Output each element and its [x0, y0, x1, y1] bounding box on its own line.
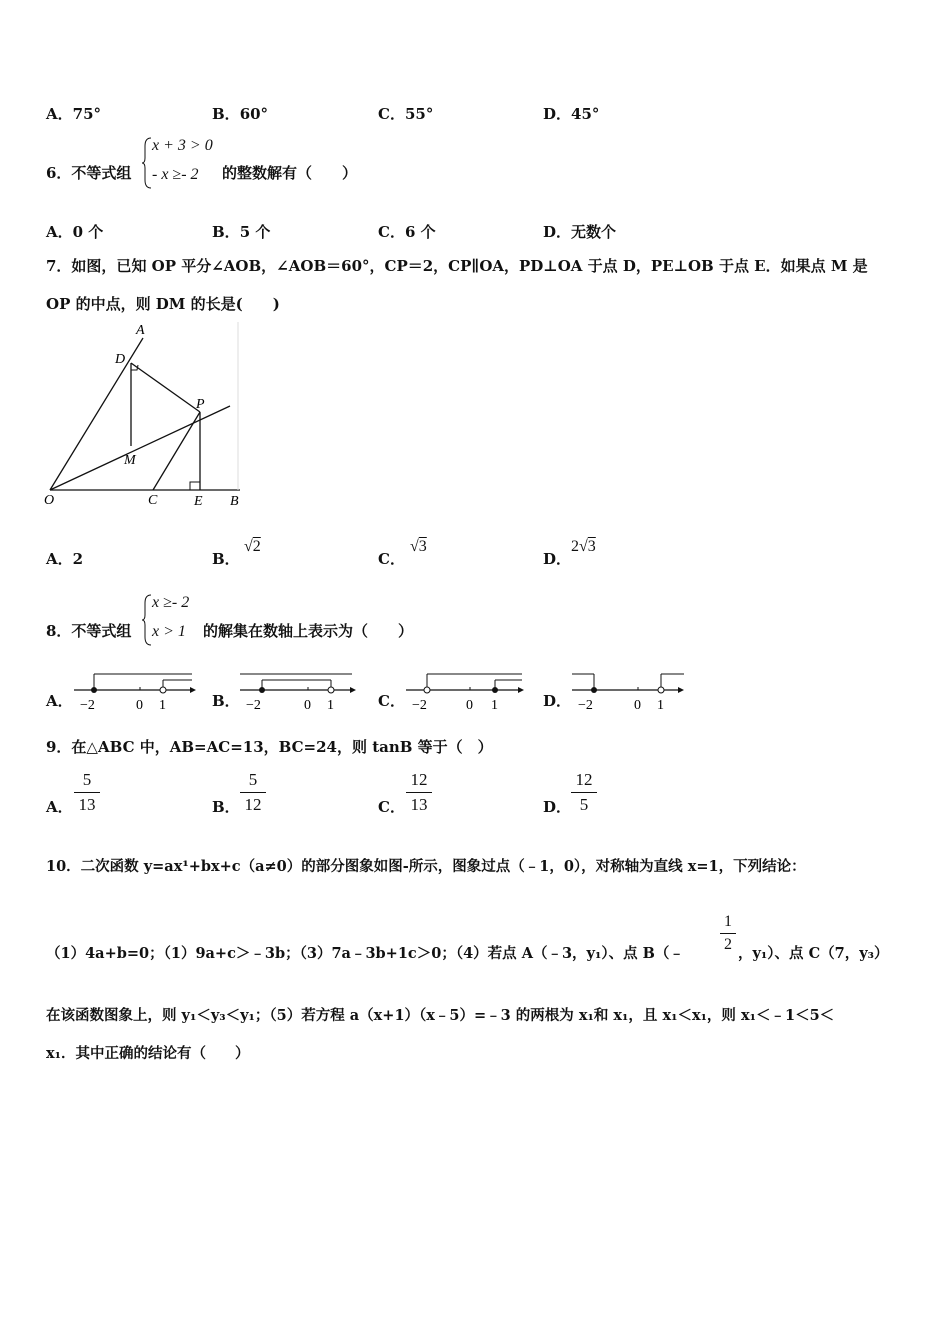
q5-option-c: C．55°	[378, 105, 434, 123]
q8-numberline-a	[70, 670, 200, 715]
svg-text:1: 1	[491, 698, 498, 713]
q6-option-c: C．6 个	[378, 223, 436, 241]
svg-text:0: 0	[304, 698, 311, 713]
q10-stem-line2-part2: ，y₁）、点 C（7，y₃）	[738, 945, 889, 962]
q8-system-line1: x ≥- 2	[152, 594, 190, 611]
q10-stem-line3: 在该函数图象上，则 y₁＜y₃＜y₁；（5）若方程 a（x+1）（x﹣5）=﹣3 的两根为 x₁和 x₁，且 x₁＜x₁，则 x₁＜﹣1＜5＜	[46, 1007, 835, 1024]
q7-option-c-value: √3	[410, 538, 427, 555]
q10-fraction: 1 2	[720, 913, 736, 954]
q9-option-b-label: B．	[212, 798, 240, 816]
q8-option-c-label: C．	[378, 692, 405, 710]
q10-stem-line4: x₁．其中正确的结论有（ ）	[46, 1045, 250, 1062]
svg-text:0: 0	[466, 698, 473, 713]
svg-text:0: 0	[634, 698, 641, 713]
q9-option-b-fraction: 5 12	[240, 770, 266, 815]
q6-option-a: A．0 个	[46, 223, 104, 241]
label-a: A	[136, 323, 145, 338]
q7-stem-line1: 7．如图，已知 OP 平分∠AOB，∠AOB＝60°，CP＝2，CP∥OA，PD⊥OA 于点 D，PE⊥OB 于点 E．如果点 M 是	[46, 257, 868, 275]
q8-option-b-label: B．	[212, 692, 240, 710]
q6-system-line2: - x ≥- 2	[152, 166, 199, 183]
svg-text:−2: −2	[578, 698, 593, 713]
label-c: C	[148, 493, 158, 508]
q7-geometry-figure	[40, 318, 250, 513]
q7-option-b-label: B．	[212, 550, 240, 568]
q9-option-c-label: C．	[378, 798, 405, 816]
q7-option-c-label: C．	[378, 550, 405, 568]
q6-stem-suffix: 的整数解有（ ）	[222, 164, 358, 182]
q8-numberline-b	[236, 670, 366, 715]
q7-option-b-value: √2	[244, 538, 261, 555]
q5-option-d: D．45°	[543, 105, 600, 123]
q8-numberline-c	[402, 670, 532, 715]
q7-option-a: A．2	[46, 550, 84, 568]
q9-option-a-label: A．	[46, 798, 73, 816]
line-op	[50, 406, 230, 490]
label-e: E	[194, 494, 203, 509]
svg-text:1: 1	[327, 698, 334, 713]
q9-option-d-fraction: 12 5	[571, 770, 597, 815]
right-angle-e	[190, 482, 200, 490]
label-o: O	[44, 493, 55, 508]
q6-system-line1: x + 3 > 0	[152, 137, 213, 154]
label-p: P	[196, 397, 205, 412]
q7-stem-line2: OP 的中点，则 DM 的长是( )	[46, 295, 280, 313]
q5-option-a: A．75°	[46, 105, 102, 123]
q9-option-c-fraction: 12 13	[406, 770, 432, 815]
line-dp	[131, 363, 200, 412]
label-m: M	[124, 453, 136, 468]
label-d: D	[115, 352, 126, 367]
q5-option-b: B．60°	[212, 105, 269, 123]
svg-text:−2: −2	[246, 698, 261, 713]
q7-option-d-value: 2√3	[571, 538, 596, 555]
q10-stem-line1: 10．二次函数 y=ax¹+bx+c（a≠0）的部分图象如图-所示，图象过点（﹣1，0），对称轴为直线 x=1，下列结论：	[46, 858, 806, 875]
q6-option-b: B．5 个	[212, 223, 271, 241]
q6-option-d: D．无数个	[543, 223, 617, 241]
q9-option-d-label: D．	[543, 798, 572, 816]
svg-text:1: 1	[657, 698, 664, 713]
q8-option-d-label: D．	[543, 692, 572, 710]
label-b: B	[230, 494, 239, 509]
q7-option-d-label: D．	[543, 550, 572, 568]
line-cp	[153, 412, 200, 490]
q9-option-a-fraction: 5 13	[74, 770, 100, 815]
q6-stem-prefix: 6．不等式组	[46, 164, 132, 182]
q9-stem: 9．在△ABC 中，AB=AC=13，BC=24，则 tanB 等于（ ）	[46, 738, 493, 756]
q8-stem-suffix: 的解集在数轴上表示为（ ）	[203, 622, 414, 640]
q8-numberline-d	[568, 670, 698, 715]
svg-text:−2: −2	[412, 698, 427, 713]
q10-stem-line2-part1: （1）4a+b=0；（1）9a+c＞﹣3b；（3）7a﹣3b+1c＞0；（4）若点 A（﹣3，y₁）、点 B（﹣	[46, 945, 684, 962]
q8-option-a-label: A．	[46, 692, 73, 710]
svg-text:0: 0	[136, 698, 143, 713]
q8-stem-prefix: 8．不等式组	[46, 622, 132, 640]
svg-text:1: 1	[159, 698, 166, 713]
svg-text:−2: −2	[80, 698, 95, 713]
q8-system-line2: x > 1	[152, 623, 186, 640]
